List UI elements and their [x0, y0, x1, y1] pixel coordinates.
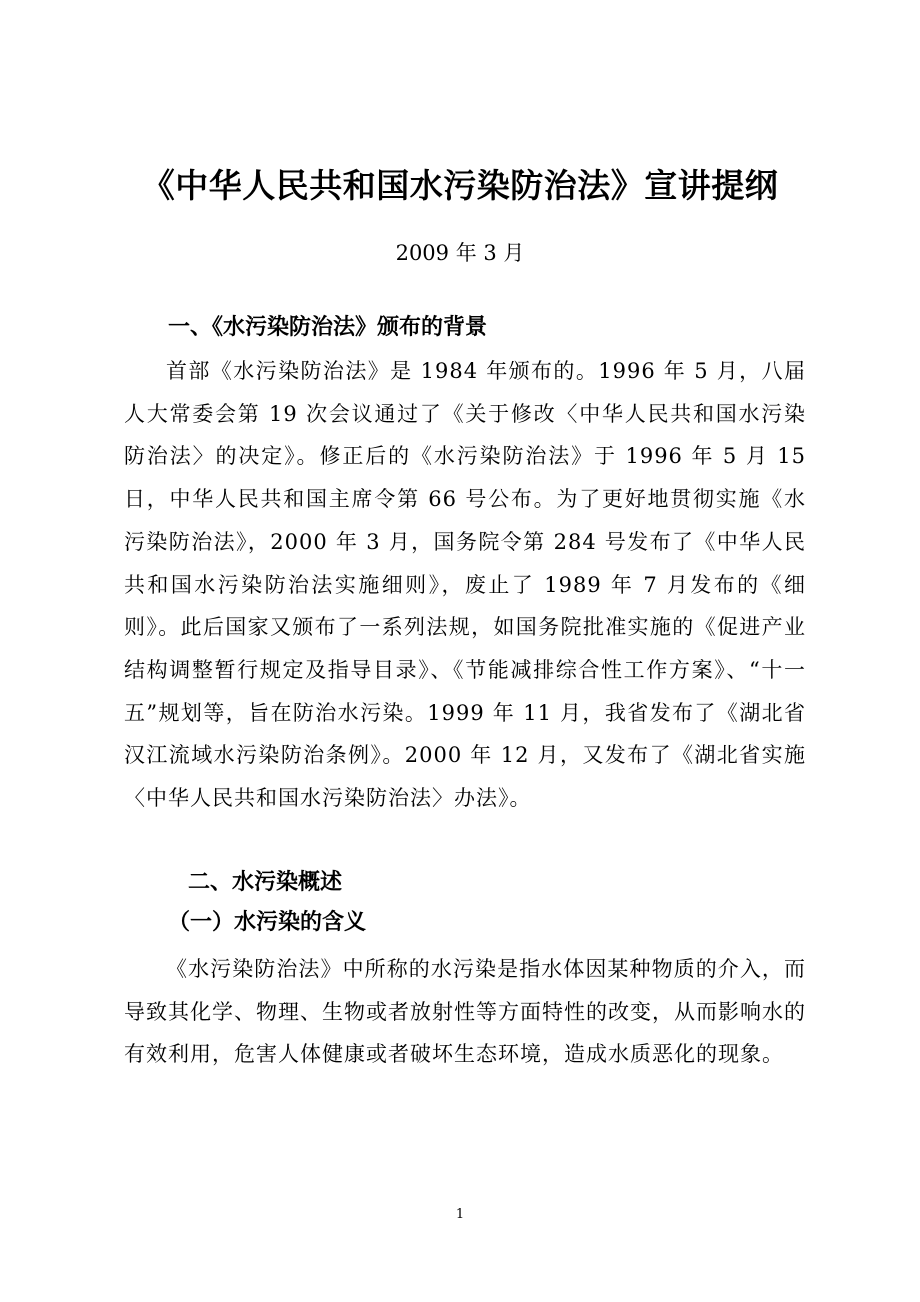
subsection-heading-definition: （一）水污染的含义 [168, 910, 367, 935]
section-paragraph-background: 首部《水污染防治法》是 1984 年颁布的。1996 年 5 月，八届人大常委会第 19 次会议通过了《关于修改〈中华人民共和国水污染防治法〉的决定》。修正后的《水污染防治法》于 1996 年 5 月 15 日，中华人民共和国主席令第 66 号公布。为了更好地贯彻实施《水污染防治法》，2000 年 3 月，国务院令第 284 号发布了《中华人民共和国水污染防治法实施细则》，废止了 1989 年 7 月发布的《细则》。此后国家又颁布了一系列法规，如国务院批准实施的《促进产业结构调整暂行规定及指导目录》、《节能减排综合性工作方案》、“十一五”规划等，旨在防治水污染。1999 年 11 月，我省发布了《湖北省汉江流域水污染防治条例》。2000 年 12 月，又发布了《湖北省实施〈中华人民共和国水污染防治法〉办法》。 [124, 359, 806, 811]
document-date: 2009 年 3 月 [395, 241, 525, 265]
subsection-paragraph-definition: 《水污染防治法》中所称的水污染是指水体因某种物质的介入，而导致其化学、物理、生物或者放射性等方面特性的改变，从而影响水的有效利用，危害人体健康或者破坏生态环境，造成水质恶化的现象。 [124, 957, 806, 1067]
section-heading-overview: 二、水污染概述 [188, 870, 343, 895]
page-number: 1 [455, 1207, 465, 1222]
section-heading-background: 一、《水污染防治法》颁布的背景 [168, 315, 488, 340]
document-title: 《中华人民共和国水污染防治法》宣讲提纲 [141, 166, 779, 205]
